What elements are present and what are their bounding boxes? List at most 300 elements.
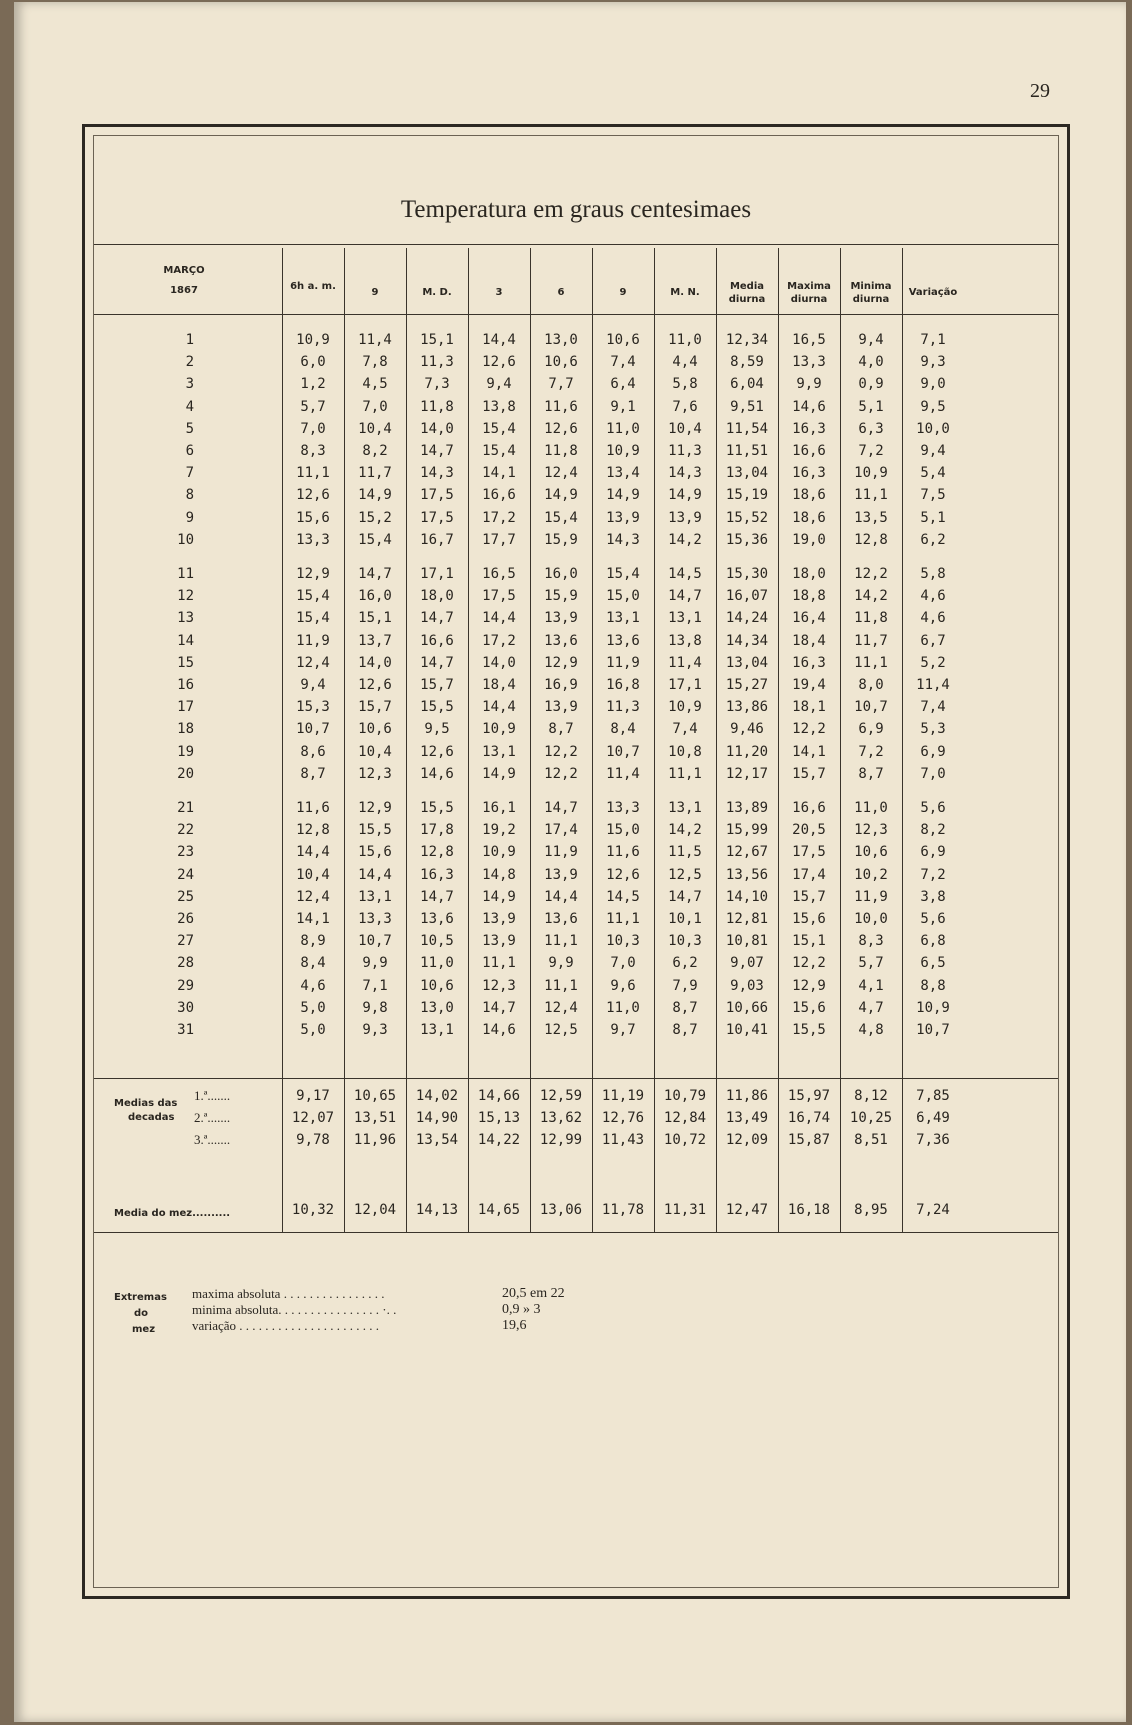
- table-cell: 12,4: [544, 465, 578, 482]
- table-cell: 11,3: [420, 354, 454, 371]
- table-cell: 10,4: [358, 420, 392, 437]
- table-cell: 12,6: [544, 420, 578, 437]
- table-cell: 15,4: [358, 531, 392, 548]
- table-cell: 15,6: [358, 844, 392, 861]
- table-cell: 14,7: [668, 888, 702, 905]
- table-cell: 5,0: [300, 999, 326, 1016]
- day-number: 4: [185, 398, 194, 415]
- table-cell: 19,2: [482, 822, 516, 839]
- table-cell: 4,1: [858, 977, 884, 994]
- table-cell: 11,1: [668, 765, 702, 782]
- table-cell: 18,4: [482, 677, 516, 693]
- decade-mean-cell: 12,07: [291, 1110, 335, 1126]
- column-divider: [592, 248, 593, 1232]
- decade-mean-cell: 11,86: [725, 1088, 769, 1104]
- table-cell: 13,3: [792, 354, 826, 371]
- table-cell: 7,7: [548, 376, 574, 393]
- table-cell: 14,7: [420, 610, 454, 627]
- table-cell: 13,0: [420, 999, 454, 1016]
- decade-mean-cell: 8,12: [854, 1088, 888, 1104]
- day-number: 31: [177, 1022, 194, 1038]
- table-cell: 17,2: [482, 632, 516, 649]
- table-cell: 6,9: [920, 844, 946, 861]
- decade-mean-cell: 9,78: [296, 1132, 330, 1148]
- table-cell: 7,9: [672, 977, 698, 994]
- table-cell: 15,1: [420, 332, 454, 348]
- table-cell: 16,3: [420, 866, 454, 883]
- table-cell: 14,7: [358, 566, 392, 582]
- table-cell: 15,0: [606, 822, 640, 839]
- table-cell: 5,6: [920, 800, 946, 816]
- table-cell: 16,5: [482, 566, 516, 582]
- table-cell: 13,3: [296, 531, 330, 548]
- table-cell: 17,5: [420, 509, 454, 526]
- table-cell: 5,6: [920, 911, 946, 927]
- table-cell: 11,6: [606, 844, 640, 861]
- table-cell: 16,5: [792, 332, 826, 348]
- table-cell: 15,52: [725, 509, 769, 526]
- table-cell: 15,5: [420, 699, 454, 716]
- table-cell: 15,30: [725, 566, 769, 582]
- decade-means-label: Medias das: [114, 1098, 178, 1109]
- table-cell: 12,6: [606, 866, 640, 883]
- table-cell: 7,3: [424, 376, 450, 393]
- extreme-value: 0,9 » 3: [502, 1302, 541, 1317]
- table-cell: 7,4: [672, 721, 698, 738]
- month-mean-cell: 11,78: [601, 1202, 645, 1218]
- table-cell: 14,7: [482, 999, 516, 1016]
- table-cell: 10,3: [668, 933, 702, 950]
- table-cell: 11,0: [420, 955, 454, 972]
- table-cell: 14,2: [668, 531, 702, 548]
- table-cell: 13,1: [420, 1022, 454, 1038]
- table-cell: 10,66: [725, 999, 769, 1016]
- table-cell: 10,2: [854, 866, 888, 883]
- extreme-name: variação . . . . . . . . . . . . . . . . . . . . . .: [192, 1318, 380, 1333]
- column-divider: [778, 248, 779, 1232]
- table-cell: 15,9: [544, 588, 578, 605]
- table-cell: 10,81: [725, 933, 769, 950]
- table-cell: 9,5: [920, 398, 946, 415]
- day-number: 27: [177, 933, 194, 950]
- table-cell: 14,7: [420, 654, 454, 671]
- table-cell: 15,3: [296, 699, 330, 716]
- table-cell: 14,2: [854, 588, 888, 605]
- table-cell: 6,4: [610, 376, 636, 393]
- extreme-name: minima absoluta. . . . . . . . . . . . . . . . ·. .: [192, 1302, 397, 1317]
- table-cell: 12,9: [792, 977, 826, 994]
- table-cell: 13,5: [854, 509, 888, 526]
- table-cell: 5,3: [920, 721, 946, 738]
- table-cell: 13,3: [606, 800, 640, 816]
- table-cell: 16,07: [725, 588, 769, 605]
- table-cell: 14,6: [482, 1022, 516, 1038]
- table-cell: 18,0: [420, 588, 454, 605]
- table-cell: 6,9: [858, 721, 884, 738]
- decade-mean-cell: 14,90: [415, 1110, 459, 1126]
- table-cell: 7,1: [920, 332, 946, 348]
- table-cell: 5,1: [858, 398, 884, 415]
- header-month: MARÇO: [163, 265, 205, 276]
- table-cell: 13,1: [668, 610, 702, 627]
- table-cell: 6,5: [920, 955, 946, 972]
- decade-mean-cell: 6,49: [916, 1110, 950, 1126]
- table-cell: 7,1: [362, 977, 388, 994]
- table-cell: 17,4: [544, 822, 578, 839]
- table-cell: 11,8: [420, 398, 454, 415]
- table-cell: 11,8: [544, 443, 578, 459]
- data-bottom-rule: [94, 1078, 1058, 1079]
- table-cell: 9,8: [362, 999, 388, 1016]
- table-cell: 10,4: [668, 420, 702, 437]
- table-cell: 9,46: [730, 721, 764, 738]
- column-divider: [468, 248, 469, 1232]
- day-number: 19: [177, 743, 194, 760]
- table-cell: 8,6: [300, 743, 326, 760]
- table-cell: 13,6: [544, 911, 578, 927]
- table-cell: 17,1: [420, 566, 454, 582]
- column-divider: [840, 248, 841, 1232]
- table-cell: 13,04: [725, 654, 769, 671]
- table-cell: 11,9: [296, 632, 330, 649]
- table-cell: 8,2: [362, 443, 388, 459]
- day-number: 2: [185, 354, 194, 371]
- table-cell: 16,0: [358, 588, 392, 605]
- table-frame-inner: [93, 135, 1059, 1588]
- table-cell: 12,5: [668, 866, 702, 883]
- column-header: 9: [371, 287, 379, 298]
- table-cell: 15,4: [482, 420, 516, 437]
- decade-mean-cell: 12,99: [539, 1132, 583, 1148]
- table-cell: 11,4: [668, 654, 702, 671]
- table-cell: 7,2: [920, 866, 946, 883]
- table-cell: 8,59: [730, 354, 764, 371]
- table-cell: 5,2: [920, 654, 946, 671]
- table-cell: 15,1: [792, 933, 826, 950]
- table-cell: 5,4: [920, 465, 946, 482]
- decade-mean-cell: 10,79: [663, 1088, 707, 1104]
- table-cell: 8,2: [920, 822, 946, 839]
- month-mean-cell: 12,47: [725, 1202, 769, 1218]
- table-cell: 12,3: [482, 977, 516, 994]
- decade-means-label: decadas: [128, 1112, 175, 1123]
- table-cell: 8,3: [300, 443, 326, 459]
- column-header: Maxima diurna: [787, 281, 831, 305]
- column-header: Media diurna: [728, 281, 766, 305]
- table-cell: 5,8: [672, 376, 698, 393]
- table-cell: 7,0: [920, 765, 946, 782]
- table-cell: 14,9: [606, 487, 640, 504]
- table-cell: 11,1: [296, 465, 330, 482]
- month-mean-cell: 14,13: [415, 1202, 459, 1218]
- table-cell: 8,0: [858, 677, 884, 693]
- table-cell: 8,4: [610, 721, 636, 738]
- table-cell: 15,36: [725, 531, 769, 548]
- table-cell: 16,3: [792, 465, 826, 482]
- table-cell: 15,7: [792, 888, 826, 905]
- table-cell: 12,2: [544, 743, 578, 760]
- header-year: 1867: [170, 285, 198, 296]
- table-cell: 14,4: [358, 866, 392, 883]
- table-cell: 13,6: [420, 911, 454, 927]
- table-cell: 9,3: [362, 1022, 388, 1038]
- table-cell: 11,6: [296, 800, 330, 816]
- table-cell: 11,8: [854, 610, 888, 627]
- table-cell: 11,3: [668, 443, 702, 459]
- table-cell: 17,7: [482, 531, 516, 548]
- table-cell: 5,1: [920, 509, 946, 526]
- table-cell: 9,5: [424, 721, 450, 738]
- table-cell: 12,2: [854, 566, 888, 582]
- table-cell: 6,9: [920, 743, 946, 760]
- table-cell: 15,4: [296, 610, 330, 627]
- table-cell: 15,27: [725, 677, 769, 693]
- table-cell: 12,6: [296, 487, 330, 504]
- header-top-rule: [94, 244, 1058, 245]
- table-cell: 15,2: [358, 509, 392, 526]
- table-cell: 6,04: [730, 376, 764, 393]
- table-cell: 7,6: [672, 398, 698, 415]
- column-divider: [406, 248, 407, 1232]
- table-cell: 13,6: [606, 632, 640, 649]
- table-cell: 10,9: [296, 332, 330, 348]
- decade-index: 1.ª.......: [194, 1088, 231, 1103]
- table-cell: 14,4: [296, 844, 330, 861]
- book-page: [14, 2, 1126, 1722]
- table-cell: 8,7: [858, 765, 884, 782]
- table-cell: 15,4: [606, 566, 640, 582]
- table-cell: 5,0: [300, 1022, 326, 1038]
- table-cell: 13,9: [544, 699, 578, 716]
- table-cell: 7,2: [858, 443, 884, 459]
- table-cell: 18,6: [792, 487, 826, 504]
- table-cell: 9,7: [610, 1022, 636, 1038]
- day-number: 28: [177, 955, 194, 972]
- table-cell: 13,6: [544, 632, 578, 649]
- table-cell: 15,6: [792, 911, 826, 927]
- header-bottom-rule: [94, 314, 1058, 315]
- decade-mean-cell: 11,96: [353, 1132, 397, 1148]
- decade-mean-cell: 12,59: [539, 1088, 583, 1104]
- table-cell: 11,7: [358, 465, 392, 482]
- decade-mean-cell: 10,25: [849, 1110, 893, 1126]
- page-number: 29: [1030, 80, 1050, 102]
- table-cell: 5,7: [300, 398, 326, 415]
- table-cell: 13,1: [358, 888, 392, 905]
- table-cell: 9,4: [858, 332, 884, 348]
- table-cell: 14,5: [668, 566, 702, 582]
- table-cell: 17,8: [420, 822, 454, 839]
- table-cell: 13,9: [544, 610, 578, 627]
- table-cell: 17,1: [668, 677, 702, 693]
- table-cell: 15,4: [296, 588, 330, 605]
- decade-mean-cell: 14,66: [477, 1088, 521, 1104]
- decade-mean-cell: 13,54: [415, 1132, 459, 1148]
- table-cell: 13,1: [606, 610, 640, 627]
- table-cell: 0,9: [858, 376, 884, 393]
- table-cell: 12,8: [854, 531, 888, 548]
- table-cell: 16,6: [792, 800, 826, 816]
- table-cell: 15,7: [792, 765, 826, 782]
- day-number: 21: [177, 800, 194, 816]
- month-mean-label: Media do mez..........: [114, 1208, 231, 1219]
- table-cell: 12,67: [725, 844, 769, 861]
- table-cell: 11,0: [606, 999, 640, 1016]
- table-cell: 12,3: [358, 765, 392, 782]
- decade-mean-cell: 15,87: [787, 1132, 831, 1148]
- table-cell: 8,7: [548, 721, 574, 738]
- table-cell: 9,3: [920, 354, 946, 371]
- table-cell: 11,0: [668, 332, 702, 348]
- table-cell: 13,1: [482, 743, 516, 760]
- column-header: Minima diurna: [850, 281, 892, 305]
- table-cell: 8,4: [300, 955, 326, 972]
- table-cell: 18,8: [792, 588, 826, 605]
- table-cell: 15,4: [482, 443, 516, 459]
- table-cell: 14,9: [668, 487, 702, 504]
- extreme-name: maxima absoluta . . . . . . . . . . . . . . . .: [192, 1286, 385, 1301]
- table-cell: 14,4: [482, 699, 516, 716]
- decade-index: 2.ª.......: [194, 1110, 231, 1125]
- table-cell: 16,6: [792, 443, 826, 459]
- table-cell: 20,5: [792, 822, 826, 839]
- table-cell: 14,1: [482, 465, 516, 482]
- table-cell: 14,9: [482, 888, 516, 905]
- column-header: 3: [495, 287, 503, 298]
- table-cell: 10,9: [854, 465, 888, 482]
- table-cell: 11,1: [544, 977, 578, 994]
- table-cell: 7,5: [920, 487, 946, 504]
- day-number: 14: [177, 632, 194, 649]
- table-cell: 9,4: [486, 376, 512, 393]
- decade-mean-cell: 14,22: [477, 1132, 521, 1148]
- table-cell: 14,1: [296, 911, 330, 927]
- table-cell: 8,7: [672, 1022, 698, 1038]
- month-mean-cell: 13,06: [539, 1202, 583, 1218]
- table-cell: 4,4: [672, 354, 698, 371]
- table-cell: 11,1: [854, 654, 888, 671]
- table-cell: 10,4: [358, 743, 392, 760]
- month-mean-cell: 8,95: [854, 1202, 888, 1218]
- table-cell: 10,7: [296, 721, 330, 738]
- decade-mean-cell: 13,51: [353, 1110, 397, 1126]
- table-cell: 6,0: [300, 354, 326, 371]
- table-cell: 13,8: [668, 632, 702, 649]
- table-cell: 11,1: [544, 933, 578, 950]
- decade-mean-cell: 11,43: [601, 1132, 645, 1148]
- table-cell: 9,1: [610, 398, 636, 415]
- table-title: Temperatura em graus centesimaes: [400, 196, 752, 223]
- table-cell: 13,86: [725, 699, 769, 716]
- table-cell: 9,4: [300, 677, 326, 693]
- decade-mean-cell: 15,97: [787, 1088, 831, 1104]
- table-cell: 17,5: [792, 844, 826, 861]
- day-number: 11: [177, 566, 194, 582]
- table-cell: 12,9: [544, 654, 578, 671]
- column-divider: [654, 248, 655, 1232]
- table-cell: 6,2: [920, 531, 946, 548]
- table-cell: 16,6: [420, 632, 454, 649]
- table-cell: 16,4: [792, 610, 826, 627]
- table-cell: 8,7: [300, 765, 326, 782]
- table-cell: 6,2: [672, 955, 698, 972]
- table-cell: 4,6: [300, 977, 326, 994]
- table-cell: 10,3: [606, 933, 640, 950]
- table-cell: 12,2: [792, 955, 826, 972]
- table-cell: 14,9: [358, 487, 392, 504]
- extreme-value: 20,5 em 22: [502, 1286, 565, 1301]
- table-cell: 13,0: [544, 332, 578, 348]
- table-cell: 14,10: [725, 888, 769, 905]
- table-cell: 14,2: [668, 822, 702, 839]
- table-cell: 17,5: [482, 588, 516, 605]
- decade-mean-cell: 14,02: [415, 1088, 459, 1104]
- table-cell: 15,6: [296, 509, 330, 526]
- table-cell: 14,3: [420, 465, 454, 482]
- table-cell: 13,9: [668, 509, 702, 526]
- table-cell: 12,4: [544, 999, 578, 1016]
- table-cell: 6,7: [920, 632, 946, 649]
- table-cell: 7,8: [362, 354, 388, 371]
- table-cell: 14,1: [792, 743, 826, 760]
- table-cell: 12,9: [296, 566, 330, 582]
- table-cell: 14,4: [544, 888, 578, 905]
- table-cell: 11,4: [358, 332, 392, 348]
- table-cell: 11,9: [606, 654, 640, 671]
- table-cell: 12,6: [482, 354, 516, 371]
- column-header: 6h a. m.: [290, 281, 336, 292]
- table-cell: 17,2: [482, 509, 516, 526]
- decade-mean-cell: 12,09: [725, 1132, 769, 1148]
- table-cell: 16,6: [482, 487, 516, 504]
- table-cell: 14,0: [420, 420, 454, 437]
- table-cell: 10,4: [296, 866, 330, 883]
- table-cell: 9,03: [730, 977, 764, 994]
- table-cell: 14,9: [544, 487, 578, 504]
- table-cell: 11,4: [916, 677, 950, 693]
- column-divider: [902, 248, 903, 1232]
- table-cell: 12,8: [420, 844, 454, 861]
- table-cell: 14,7: [420, 888, 454, 905]
- decade-mean-cell: 13,62: [539, 1110, 583, 1126]
- table-cell: 14,0: [482, 654, 516, 671]
- table-cell: 14,3: [606, 531, 640, 548]
- table-cell: 10,6: [420, 977, 454, 994]
- table-cell: 8,9: [300, 933, 326, 950]
- table-cell: 10,9: [482, 844, 516, 861]
- table-cell: 15,6: [792, 999, 826, 1016]
- table-cell: 10,7: [854, 699, 888, 716]
- table-cell: 13,8: [482, 398, 516, 415]
- table-cell: 9,6: [610, 977, 636, 994]
- table-cell: 11,1: [606, 911, 640, 927]
- column-divider: [716, 248, 717, 1232]
- month-mean-cell: 16,18: [787, 1202, 831, 1218]
- extreme-value: 19,6: [502, 1318, 527, 1333]
- column-header: Variação: [908, 287, 958, 298]
- table-cell: 15,7: [420, 677, 454, 693]
- table-cell: 11,6: [544, 398, 578, 415]
- day-number: 13: [177, 610, 194, 627]
- column-header: 6: [557, 287, 565, 298]
- table-cell: 15,9: [544, 531, 578, 548]
- table-cell: 16,3: [792, 654, 826, 671]
- table-cell: 11,0: [854, 800, 888, 816]
- table-cell: 14,3: [668, 465, 702, 482]
- table-cell: 12,6: [358, 677, 392, 693]
- table-cell: 12,5: [544, 1022, 578, 1038]
- decade-mean-cell: 16,74: [787, 1110, 831, 1126]
